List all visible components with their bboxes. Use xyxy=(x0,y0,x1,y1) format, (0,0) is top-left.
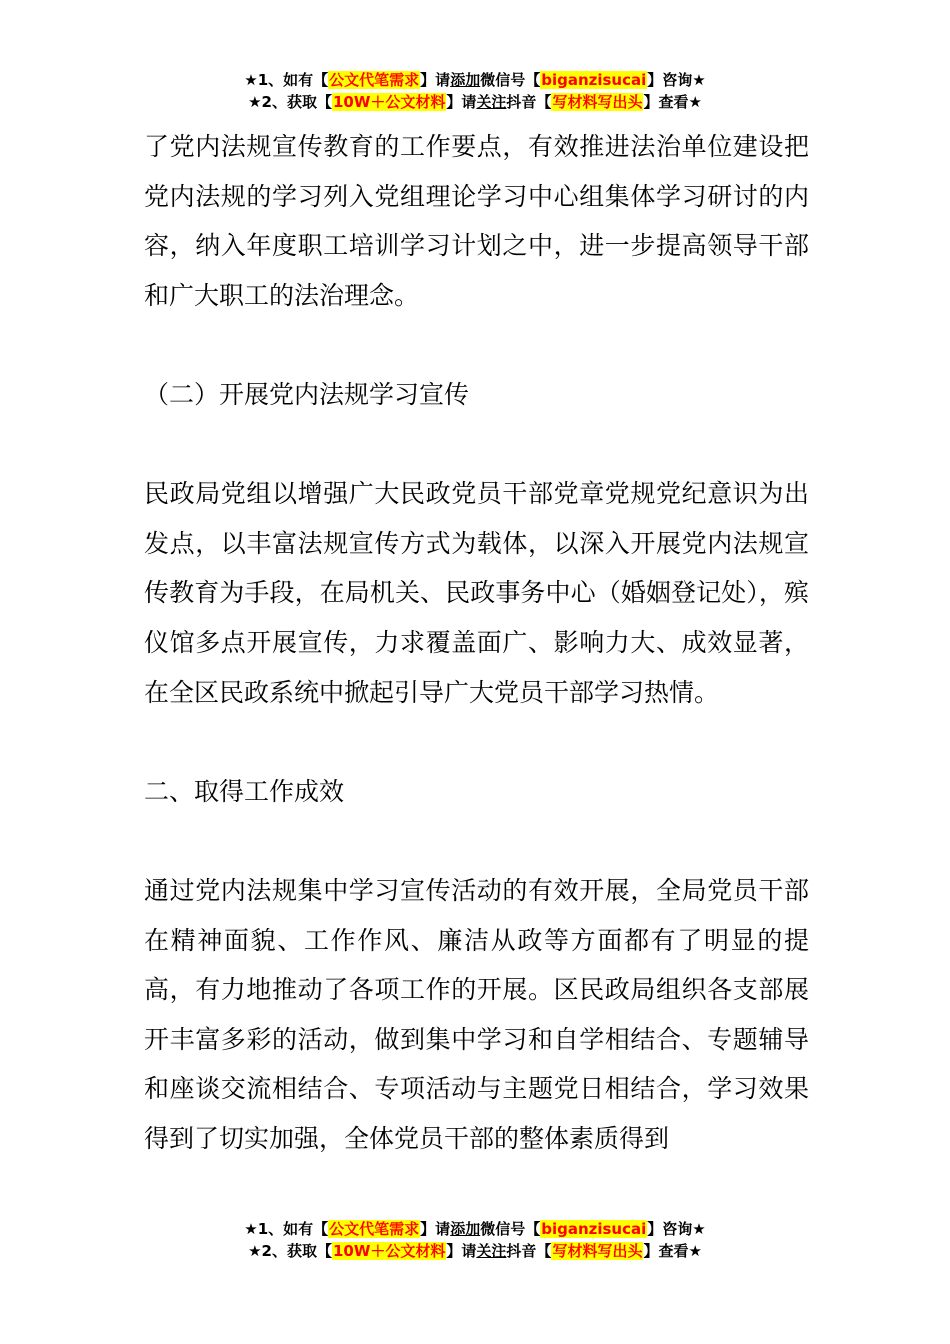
banner-highlight-douyin: 写材料写出头 xyxy=(552,1242,643,1260)
banner-underline-add: 添加 xyxy=(450,1220,481,1238)
banner-highlight-wechat-id: biganzisucai xyxy=(541,71,647,89)
banner-line-1: ★1、如有【公文代笔需求】请添加微信号【biganzisucai】咨询★ xyxy=(244,1220,706,1238)
banner-underline-follow: 关注 xyxy=(476,1242,507,1260)
banner-line-2: ★2、获取【10W＋公文材料】请关注抖音【写材料写出头】查看★ xyxy=(248,93,702,111)
document-body xyxy=(144,122,809,1163)
banner-line-2: ★2、获取【10W＋公文材料】请关注抖音【写材料写出头】查看★ xyxy=(248,1242,702,1260)
paragraph-1: 了党内法规宣传教育的工作要点，有效推进法治单位建设把党内法规的学习列入党组理论学习中心组集体学习研讨的内容，纳入年度职工培训学习计划之中，进一步提高领导干部和广大职工的法治理念。 xyxy=(144,132,809,310)
banner-highlight-wechat-id: biganzisucai xyxy=(541,1220,647,1238)
paragraph-3: 通过党内法规集中学习宣传活动的有效开展，全局党员干部在精神面貌、工作作风、廉洁从政等方面都有了明显的提高，有力地推动了各项工作的开展。区民政局组织各支部展开丰富多彩的活动，做到集中学习和自学相结合、专题辅导和座谈交流相结合、专项活动与主题党日相结合，学习效果得到了切实加强，全体党员干部的整体素质得到 xyxy=(144,875,809,1153)
banner-underline-follow: 关注 xyxy=(476,93,507,111)
banner-underline-add: 添加 xyxy=(450,71,481,89)
banner-highlight-douyin: 写材料写出头 xyxy=(552,93,643,111)
paragraph-2: 民政局党组以增强广大民政党员干部党章党规党纪意识为出发点，以丰富法规宣传方式为载体，以深入开展党内法规宣传教育为手段，在局机关、民政事务中心（婚姻登记处），殡仪馆多点开展宣传，力求覆盖面广、影响力大、成效显著，在全区民政系统中掀起引导广大党员干部学习热情。 xyxy=(144,479,809,707)
header-banner xyxy=(0,69,950,113)
section-heading-results: 二、取得工作成效 xyxy=(144,776,345,806)
banner-highlight-materials: 10W＋公文材料 xyxy=(332,1242,446,1260)
banner-highlight-materials: 10W＋公文材料 xyxy=(332,93,446,111)
banner-highlight-service: 公文代笔需求 xyxy=(329,71,420,89)
banner-highlight-service: 公文代笔需求 xyxy=(329,1220,420,1238)
footer-banner xyxy=(0,1218,950,1262)
banner-line-1: ★1、如有【公文代笔需求】请添加微信号【biganzisucai】咨询★ xyxy=(244,71,706,89)
section-heading-2: （二）开展党内法规学习宣传 xyxy=(144,379,470,409)
